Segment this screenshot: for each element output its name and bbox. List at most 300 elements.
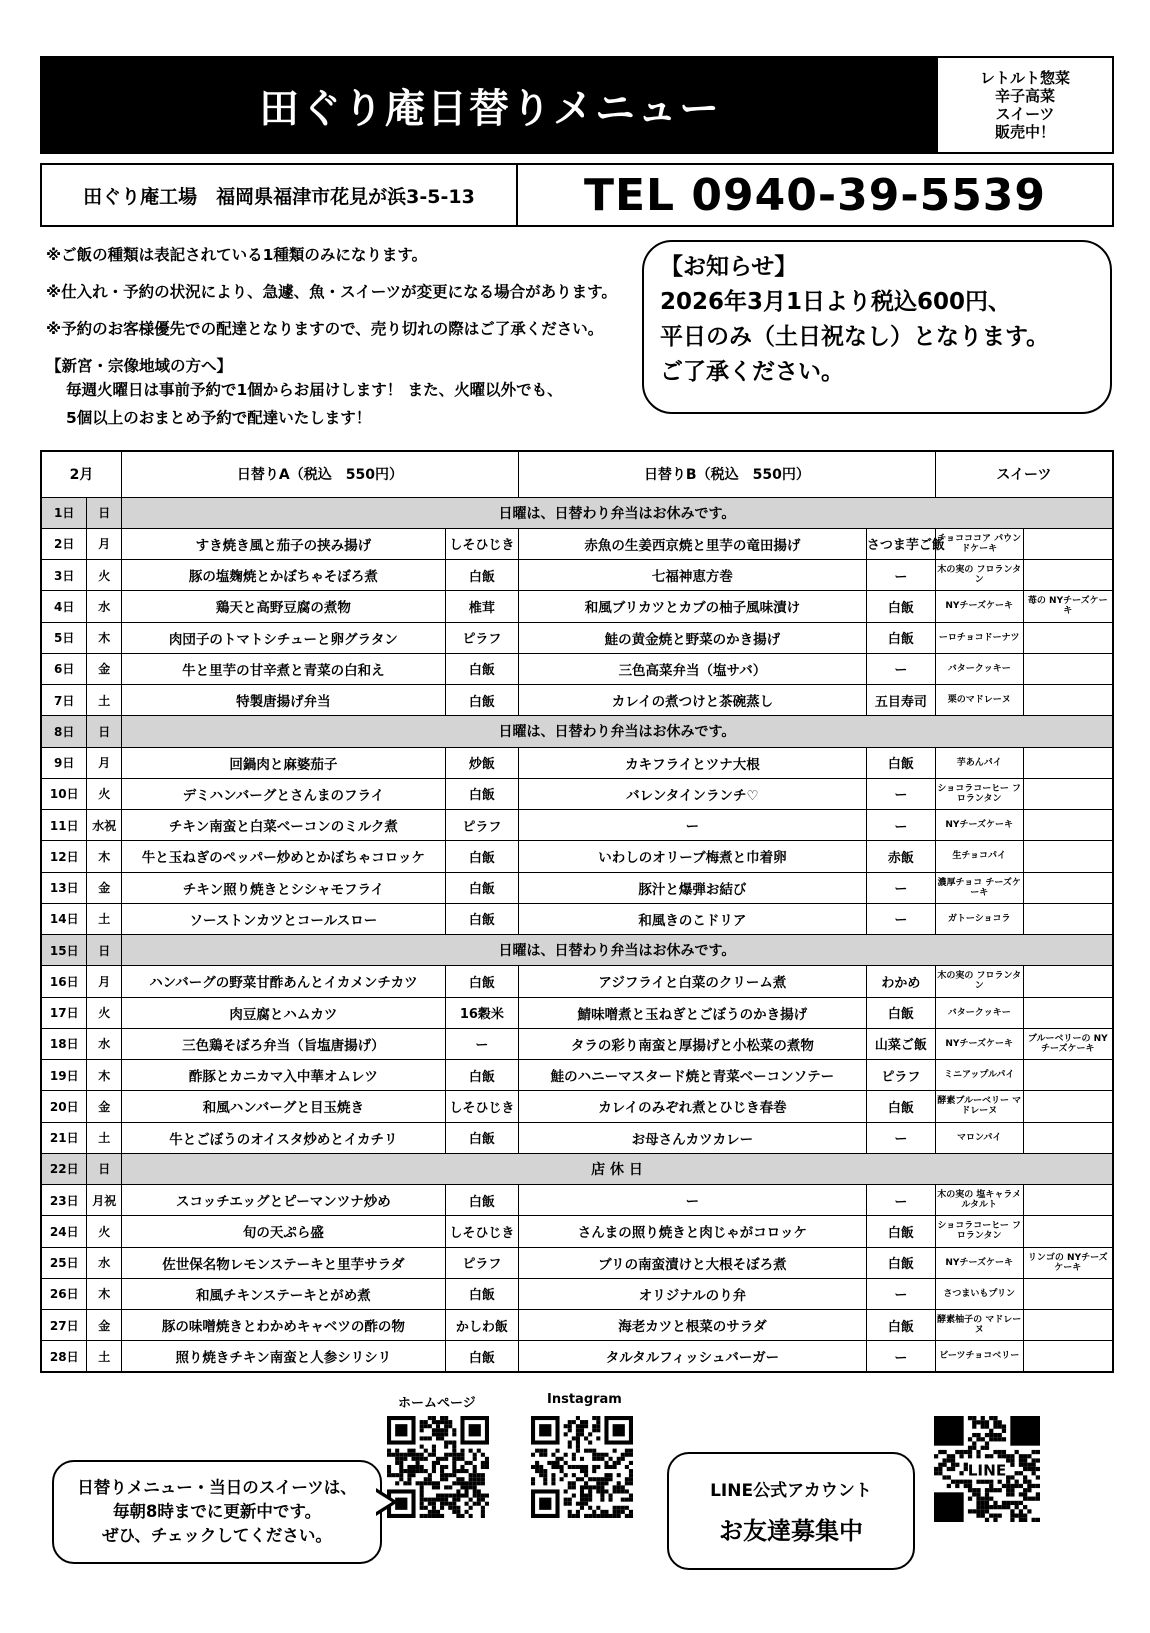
qr-module xyxy=(947,1458,951,1462)
qr-module xyxy=(998,1433,1002,1437)
cell-sweets-2 xyxy=(1023,1216,1113,1247)
cell-rice-a: 白飯 xyxy=(445,841,518,872)
qr-module xyxy=(432,1506,436,1510)
qr-module xyxy=(432,1445,436,1449)
qr-module xyxy=(535,1461,539,1465)
cell-weekday: 火 xyxy=(87,560,121,591)
qr-module xyxy=(989,1416,993,1420)
qr-module xyxy=(428,1502,432,1506)
qr-module xyxy=(609,1477,613,1481)
qr-module xyxy=(600,1481,604,1485)
phone-number: TEL 0940-39-5539 xyxy=(583,169,1047,221)
qr-module xyxy=(473,1477,477,1481)
cell-day: 24日 xyxy=(41,1216,87,1247)
qr-module xyxy=(432,1432,436,1436)
qr-module xyxy=(592,1457,596,1461)
qr-module xyxy=(543,1481,547,1485)
qr-module xyxy=(1032,1497,1036,1501)
qr-module xyxy=(416,1461,420,1465)
cell-day: 5日 xyxy=(41,622,87,653)
cell-sweets-2: リンゴの NYチーズケーキ xyxy=(1023,1247,1113,1278)
cell-rice-b: 赤飯 xyxy=(866,841,935,872)
qr-module xyxy=(460,1465,464,1469)
qr-module xyxy=(568,1440,572,1444)
qr-module xyxy=(964,1450,968,1454)
qr-module xyxy=(411,1469,415,1473)
cell-rice-a: ピラフ xyxy=(445,810,518,841)
cell-menu-a: チキン照り焼きとシシャモフライ xyxy=(121,872,445,903)
qr-module xyxy=(416,1457,420,1461)
table-row xyxy=(41,1060,1113,1091)
cell-rice-b: 白飯 xyxy=(866,747,935,778)
qr-module xyxy=(625,1465,629,1469)
qr-module xyxy=(543,1453,547,1457)
qr-module xyxy=(976,1480,980,1484)
qr-module xyxy=(1019,1509,1023,1513)
qr-module xyxy=(1027,1463,1031,1467)
qr-module xyxy=(424,1449,428,1453)
qr-module xyxy=(951,1480,955,1484)
qr-module xyxy=(617,1514,621,1518)
qr-module xyxy=(407,1473,411,1477)
qr-module xyxy=(985,1433,989,1437)
cell-weekday: 水 xyxy=(87,1247,121,1278)
cell-weekday: 月祝 xyxy=(87,1185,121,1216)
line-account-box xyxy=(667,1452,915,1570)
qr-module xyxy=(613,1465,617,1469)
qr-module xyxy=(568,1502,572,1506)
cell-rice-a: 白飯 xyxy=(445,903,518,934)
qr-module xyxy=(395,1473,399,1477)
qr-module xyxy=(625,1453,629,1457)
cell-rice-a: 白飯 xyxy=(445,872,518,903)
qr-module xyxy=(444,1420,448,1424)
qr-module xyxy=(469,1506,473,1510)
table-row xyxy=(41,1310,1113,1341)
qr-module xyxy=(1027,1509,1031,1513)
cell-menu-b: カキフライとツナ大根 xyxy=(518,747,866,778)
qr-module xyxy=(564,1453,568,1457)
qr-module xyxy=(588,1485,592,1489)
qr-module xyxy=(604,1514,608,1518)
cell-sweets-2 xyxy=(1023,528,1113,559)
qr-module xyxy=(625,1489,629,1493)
instagram-qr-icon[interactable] xyxy=(531,1416,633,1518)
qr-module xyxy=(572,1453,576,1457)
qr-module xyxy=(531,1477,535,1481)
cell-rice-a: しそひじき xyxy=(445,1216,518,1247)
qr-module xyxy=(568,1481,572,1485)
qr-module xyxy=(456,1457,460,1461)
qr-module xyxy=(1027,1467,1031,1471)
cell-sweets-2 xyxy=(1023,1091,1113,1122)
cell-menu-b: 赤魚の生姜西京焼と里芋の竜田揚げ xyxy=(518,528,866,559)
table-row xyxy=(41,685,1113,716)
cell-menu-a: 和風ハンバーグと目玉焼き xyxy=(121,1091,445,1122)
qr-module xyxy=(1036,1450,1040,1454)
qr-module xyxy=(407,1449,411,1453)
qr-module xyxy=(576,1440,580,1444)
qr-module xyxy=(942,1450,946,1454)
qr-module xyxy=(564,1502,568,1506)
qr-module xyxy=(407,1465,411,1469)
cell-rice-b: ー xyxy=(866,1341,935,1372)
cell-day: 4日 xyxy=(41,591,87,622)
table-row xyxy=(41,1185,1113,1216)
cell-menu-b: いわしのオリーブ梅煮と巾着卵 xyxy=(518,841,866,872)
qr-module xyxy=(1032,1484,1036,1488)
qr-module xyxy=(942,1458,946,1462)
cell-message: 日曜は、日替わり弁当はお休みです。 xyxy=(121,716,1113,747)
qr-module xyxy=(951,1463,955,1467)
cell-sweets-1: マロンパイ xyxy=(935,1122,1023,1153)
qr-module xyxy=(576,1502,580,1506)
qr-module xyxy=(543,1477,547,1481)
cell-menu-b: お母さんカツカレー xyxy=(518,1122,866,1153)
qr-module xyxy=(629,1453,633,1457)
qr-module xyxy=(456,1453,460,1457)
qr-module xyxy=(1023,1475,1027,1479)
cell-weekday: 火 xyxy=(87,778,121,809)
qr-module xyxy=(481,1453,485,1457)
qr-module xyxy=(568,1510,572,1514)
cell-menu-a: 牛と玉ねぎのペッパー炒めとかぼちゃコロッケ xyxy=(121,841,445,872)
qr-module xyxy=(1019,1501,1023,1505)
qr-module xyxy=(629,1481,633,1485)
cell-sweets-1: ショコラコーヒー フロランタン xyxy=(935,778,1023,809)
cell-weekday: 水 xyxy=(87,591,121,622)
qr-module xyxy=(465,1469,469,1473)
qr-module xyxy=(436,1457,440,1461)
cell-sweets-2 xyxy=(1023,841,1113,872)
address: 田ぐり庵工場 福岡県福津市花見が浜3-5-13 xyxy=(42,165,518,225)
qr-module xyxy=(403,1469,407,1473)
qr-module xyxy=(469,1477,473,1481)
qr-module xyxy=(456,1489,460,1493)
qr-module xyxy=(576,1428,580,1432)
cell-day: 1日 xyxy=(41,497,87,528)
qr-module xyxy=(1023,1467,1027,1471)
qr-module xyxy=(1015,1450,1019,1454)
notice-line: ご了承ください。 xyxy=(660,359,844,385)
cell-sweets-2: ブルーベリーの NYチーズケーキ xyxy=(1023,1028,1113,1059)
qr-module xyxy=(456,1498,460,1502)
qr-module xyxy=(387,1469,391,1473)
table-row xyxy=(41,903,1113,934)
qr-module xyxy=(551,1453,555,1457)
qr-module xyxy=(420,1445,424,1449)
qr-module xyxy=(460,1494,464,1498)
qr-module xyxy=(473,1457,477,1461)
qr-module xyxy=(1006,1484,1010,1488)
qr-module xyxy=(588,1489,592,1493)
qr-module xyxy=(407,1481,411,1485)
qr-module xyxy=(576,1432,580,1436)
qr-module xyxy=(993,1416,997,1420)
qr-module xyxy=(440,1506,444,1510)
qr-module xyxy=(584,1420,588,1424)
table-row xyxy=(41,778,1113,809)
qr-module xyxy=(596,1477,600,1481)
qr-module xyxy=(947,1475,951,1479)
qr-module xyxy=(460,1469,464,1473)
qr-module xyxy=(1036,1458,1040,1462)
qr-module xyxy=(972,1424,976,1428)
qr-module xyxy=(460,1457,464,1461)
line-subtitle: お友達募集中 xyxy=(719,1517,863,1545)
cell-sweets-1: 酵素柚子の マドレーヌ xyxy=(935,1310,1023,1341)
qr-module xyxy=(972,1492,976,1496)
qr-module xyxy=(1010,1501,1014,1505)
cell-rice-b: ー xyxy=(866,872,935,903)
cell-sweets-1: NYチーズケーキ xyxy=(935,810,1023,841)
qr-module xyxy=(424,1514,428,1518)
qr-module xyxy=(934,1467,938,1471)
qr-module xyxy=(968,1480,972,1484)
qr-module xyxy=(621,1485,625,1489)
qr-module xyxy=(576,1465,580,1469)
cell-rice-b: ー xyxy=(866,653,935,684)
cell-rice-b: 白飯 xyxy=(866,1091,935,1122)
qr-module xyxy=(1010,1475,1014,1479)
qr-module xyxy=(420,1498,424,1502)
qr-module xyxy=(420,1502,424,1506)
qr-module xyxy=(968,1488,972,1492)
cell-rice-a: かしわ飯 xyxy=(445,1310,518,1341)
qr-module xyxy=(452,1428,456,1432)
qr-module xyxy=(436,1485,440,1489)
table-row xyxy=(41,591,1113,622)
qr-module xyxy=(998,1505,1002,1509)
qr-module xyxy=(981,1509,985,1513)
qr-finder xyxy=(934,1492,964,1522)
cell-day: 15日 xyxy=(41,935,87,966)
qr-module xyxy=(1006,1480,1010,1484)
cell-sweets-1: NYチーズケーキ xyxy=(935,1247,1023,1278)
cell-sweets-2 xyxy=(1023,872,1113,903)
qr-module xyxy=(600,1477,604,1481)
qr-module xyxy=(460,1481,464,1485)
cell-menu-b: ブリの南蛮漬けと大根そぼろ煮 xyxy=(518,1247,866,1278)
cell-menu-b: ー xyxy=(518,1185,866,1216)
qr-module xyxy=(1019,1514,1023,1518)
qr-module xyxy=(465,1481,469,1485)
qr-module xyxy=(568,1514,572,1518)
qr-module xyxy=(938,1450,942,1454)
cell-menu-a: 牛とごぼうのオイスタ炒めとイカチリ xyxy=(121,1122,445,1153)
cell-menu-b: バレンタインランチ♡ xyxy=(518,778,866,809)
qr-module xyxy=(596,1485,600,1489)
qr-module xyxy=(976,1454,980,1458)
qr-module xyxy=(613,1449,617,1453)
qr-module xyxy=(481,1461,485,1465)
qr-module xyxy=(481,1465,485,1469)
qr-module xyxy=(938,1463,942,1467)
cell-menu-a: デミハンバーグとさんまのフライ xyxy=(121,778,445,809)
qr-module xyxy=(477,1494,481,1498)
qr-module xyxy=(625,1514,629,1518)
qr-module xyxy=(420,1453,424,1457)
qr-module xyxy=(481,1473,485,1477)
qr-module xyxy=(473,1502,477,1506)
qr-module xyxy=(972,1488,976,1492)
qr-module xyxy=(543,1449,547,1453)
qr-module xyxy=(617,1489,621,1493)
sales-line: 辛子高菜 xyxy=(994,87,1055,105)
cell-menu-a: 佐世保名物レモンステーキと里芋サラダ xyxy=(121,1247,445,1278)
qr-module xyxy=(604,1477,608,1481)
qr-module xyxy=(604,1489,608,1493)
qr-module xyxy=(572,1473,576,1477)
qr-module xyxy=(989,1480,993,1484)
line-qr-icon[interactable] xyxy=(934,1416,1040,1522)
qr-module xyxy=(452,1465,456,1469)
qr-module xyxy=(972,1433,976,1437)
update-bubble xyxy=(52,1460,382,1564)
qr-module xyxy=(1036,1492,1040,1496)
qr-module xyxy=(551,1465,555,1469)
qr-module xyxy=(564,1498,568,1502)
qr-module xyxy=(469,1498,473,1502)
qr-module xyxy=(625,1506,629,1510)
qr-module xyxy=(432,1453,436,1457)
qr-module xyxy=(440,1477,444,1481)
qr-module xyxy=(629,1449,633,1453)
cell-day: 13日 xyxy=(41,872,87,903)
qr-module xyxy=(1002,1454,1006,1458)
qr-module xyxy=(942,1463,946,1467)
qr-module xyxy=(981,1446,985,1450)
qr-module xyxy=(448,1420,452,1424)
cell-rice-a: 白飯 xyxy=(445,1185,518,1216)
qr-module xyxy=(609,1465,613,1469)
qr-module xyxy=(477,1473,481,1477)
cell-weekday: 月 xyxy=(87,966,121,997)
qr-module xyxy=(444,1428,448,1432)
qr-module xyxy=(1006,1505,1010,1509)
qr-module xyxy=(1010,1514,1014,1518)
cell-rice-b: 白飯 xyxy=(866,1247,935,1278)
qr-module xyxy=(452,1453,456,1457)
cell-rice-a: 白飯 xyxy=(445,1341,518,1372)
qr-module xyxy=(600,1485,604,1489)
qr-module xyxy=(993,1437,997,1441)
qr-module xyxy=(432,1449,436,1453)
cell-sweets-2 xyxy=(1023,1310,1113,1341)
qr-module xyxy=(572,1485,576,1489)
qr-module xyxy=(985,1441,989,1445)
qr-module xyxy=(444,1494,448,1498)
cell-menu-b: 和風ブリカツとカブの柚子風味漬け xyxy=(518,591,866,622)
qr-module xyxy=(985,1518,989,1522)
qr-module xyxy=(985,1492,989,1496)
cell-rice-a: ー xyxy=(445,1028,518,1059)
bubble-line: 毎朝8時までに更新中です。 xyxy=(112,1502,322,1521)
cell-menu-b: 豚汁と爆弾お結び xyxy=(518,872,866,903)
qr-module xyxy=(535,1469,539,1473)
notice-box xyxy=(642,240,1112,414)
table-row xyxy=(41,841,1113,872)
qr-module xyxy=(584,1473,588,1477)
qr-module xyxy=(1023,1480,1027,1484)
qr-module xyxy=(485,1494,489,1498)
qr-module xyxy=(560,1477,564,1481)
qr-module xyxy=(555,1461,559,1465)
cell-menu-a: 和風チキンステーキとがめ煮 xyxy=(121,1278,445,1309)
qr-module xyxy=(420,1436,424,1440)
qr-module xyxy=(968,1509,972,1513)
qr-module xyxy=(580,1469,584,1473)
qr-module xyxy=(387,1453,391,1457)
cell-sweets-1: 芋あんパイ xyxy=(935,747,1023,778)
qr-module xyxy=(981,1501,985,1505)
table-row xyxy=(41,1247,1113,1278)
cell-sweets-2 xyxy=(1023,1060,1113,1091)
table-row xyxy=(41,997,1113,1028)
qr-module xyxy=(968,1484,972,1488)
qr-module xyxy=(444,1473,448,1477)
menu-body xyxy=(41,497,1113,1372)
qr-module xyxy=(465,1502,469,1506)
qr-module xyxy=(432,1481,436,1485)
qr-module xyxy=(473,1485,477,1489)
qr-module xyxy=(420,1485,424,1489)
qr-module xyxy=(568,1465,572,1469)
qr-module xyxy=(993,1450,997,1454)
qr-module xyxy=(951,1467,955,1471)
qr-module xyxy=(387,1465,391,1469)
qr-module xyxy=(1036,1484,1040,1488)
qr-module xyxy=(1027,1454,1031,1458)
qr-module xyxy=(428,1510,432,1514)
cell-weekday: 金 xyxy=(87,1091,121,1122)
cell-menu-b: カレイのみぞれ煮とひじき春巻 xyxy=(518,1091,866,1122)
cell-sweets-2 xyxy=(1023,1185,1113,1216)
table-row xyxy=(41,1122,1113,1153)
qr-module xyxy=(424,1481,428,1485)
qr-module xyxy=(539,1449,543,1453)
cell-weekday: 月 xyxy=(87,747,121,778)
qr-module xyxy=(456,1510,460,1514)
bubble-tail-inner xyxy=(376,1492,392,1512)
qr-module xyxy=(625,1498,629,1502)
qr-module xyxy=(448,1485,452,1489)
qr-module xyxy=(444,1453,448,1457)
cell-rice-a: 白飯 xyxy=(445,966,518,997)
qr-module xyxy=(432,1502,436,1506)
qr-module xyxy=(1023,1458,1027,1462)
table-row xyxy=(41,716,1113,747)
qr-module xyxy=(424,1436,428,1440)
qr-module xyxy=(452,1506,456,1510)
cell-rice-b: ー xyxy=(866,810,935,841)
table-row xyxy=(41,1216,1113,1247)
qr-finder xyxy=(469,1424,481,1436)
page-title: 田ぐり庵日替りメニュー xyxy=(42,58,938,152)
cell-menu-b: 海老カツと根菜のサラダ xyxy=(518,1310,866,1341)
qr-module xyxy=(473,1494,477,1498)
qr-module xyxy=(968,1446,972,1450)
cell-day: 16日 xyxy=(41,966,87,997)
qr-module xyxy=(1027,1484,1031,1488)
qr-module xyxy=(580,1477,584,1481)
cell-sweets-1: 木の実の フロランタン xyxy=(935,966,1023,997)
qr-module xyxy=(625,1477,629,1481)
cell-day: 10日 xyxy=(41,778,87,809)
cell-day: 27日 xyxy=(41,1310,87,1341)
homepage-qr-icon[interactable] xyxy=(387,1416,489,1518)
qr-module xyxy=(600,1498,604,1502)
